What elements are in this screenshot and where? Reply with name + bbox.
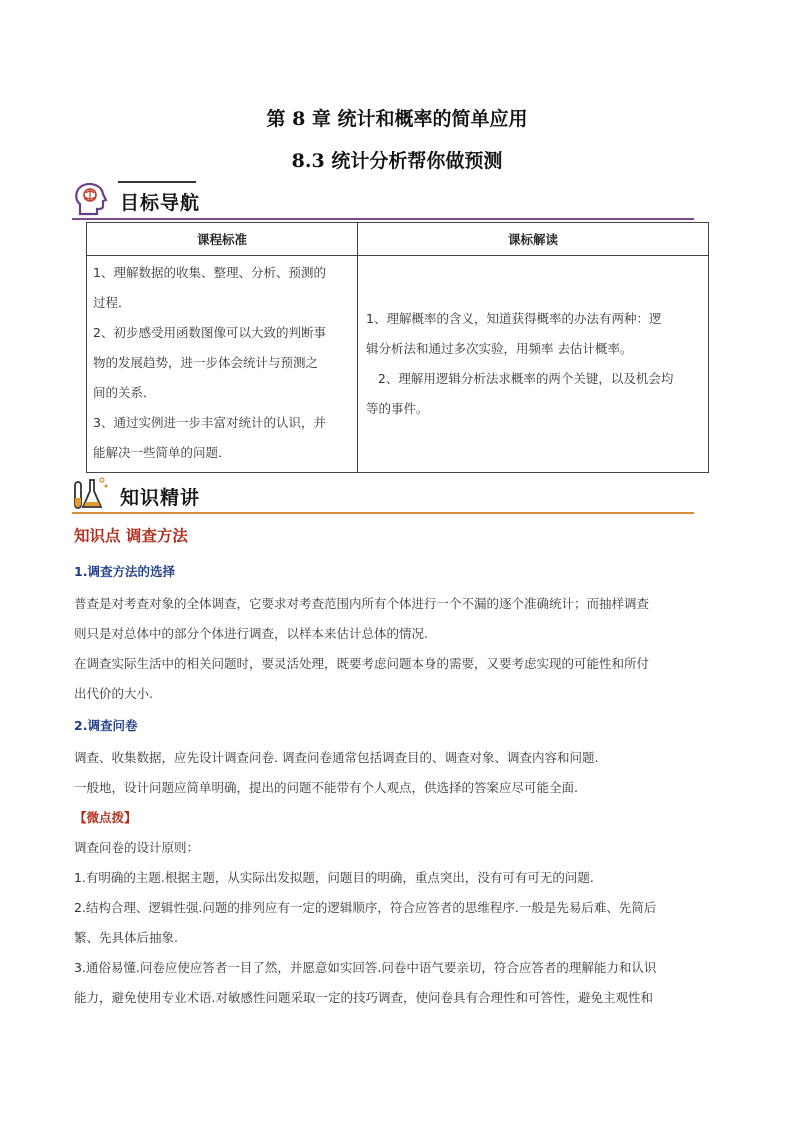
table-row [87, 256, 709, 473]
body-line: 在调查实际生活中的相关问题时，要灵活处理，既要考虑问题本身的需要，又要考虑实现的可能性和所付 [74, 656, 650, 671]
body-line: 则只是对总体中的部分个体进行调查，以样本来估计总体的情况. [74, 626, 428, 641]
cell-line: 间的关系． [93, 385, 156, 400]
body-line: 1.有明确的主题.根据主题，从实际出发拟题，问题目的明确，重点突出，没有可有可无的问题. [74, 870, 594, 885]
cell-line: 物的发展趋势，进一步体会统计与预测之 [93, 355, 319, 370]
body-line: 繁、先具体后抽象. [74, 930, 178, 945]
knowledge-body [74, 557, 726, 1013]
header-top-line [118, 181, 196, 183]
tip-label: 【微点拨】 [74, 810, 137, 825]
cell-line: 1、理解概率的含义，知道获得概率的办法有两种：逻 [366, 311, 662, 326]
cell-line: 辑分析法和通过多次实验，用频率 去估计概率。 [366, 341, 633, 356]
body-line: 一般地，设计问题应简单明确，提出的问题不能带有个人观点，供选择的答案应尽可能全面. [74, 780, 578, 795]
chapter-title: 第 8 章 统计和概率的简单应用 [266, 108, 528, 130]
subheading: 2.调查问卷 [74, 718, 138, 733]
subheading: 1.调查方法的选择 [74, 564, 175, 579]
body-line: 出代价的大小. [74, 686, 153, 701]
table-header-row [87, 223, 709, 256]
body-line: 2.结构合理、逻辑性强.问题的排列应有一定的逻辑顺序，符合应答者的思维程序.一般是先易后难、先简后 [74, 900, 657, 915]
body-line: 能力，避免使用专业术语.对敏感性问题采取一定的技巧调查，使问卷具有合理性和可答性，避免主观性和 [74, 990, 653, 1005]
cell-line: 2、初步感受用函数图像可以大致的判断事 [93, 325, 326, 340]
cell-line: 能解决一些简单的问题． [93, 445, 231, 460]
cell-line: 2、理解用逻辑分析法求概率的两个关键，以及机会均 [366, 371, 674, 386]
body-line: 3.通俗易懂.问卷应使应答者一目了然，并愿意如实回答.问卷中语气要亲切，符合应答者的理解能力和认识 [74, 960, 657, 975]
lab-flask-icon [72, 474, 110, 512]
cell-line: 过程． [93, 295, 131, 310]
body-line: 调查、收集数据，应先设计调查问卷. 调查问卷通常包括调查目的、调查对象、调查内容和问题. [74, 750, 599, 765]
table-header-cell: 课标解读 [358, 223, 709, 256]
cell-line: 1、理解数据的收集、整理、分析、预测的 [93, 265, 326, 280]
section-header-goals [72, 180, 694, 220]
section-header-knowledge [72, 474, 694, 514]
course-standard-cell [87, 256, 358, 473]
standards-table [86, 222, 709, 473]
section-title: 8.3 统计分析帮你做预测 [291, 150, 503, 172]
section-divider [72, 512, 694, 514]
cell-line: 等的事件。 [366, 401, 429, 416]
brain-head-icon [72, 180, 110, 218]
cell-line: 3、通过实例进一步丰富对统计的认识，并 [93, 415, 326, 430]
body-line: 调查问卷的设计原则： [74, 840, 200, 855]
section-label-knowledge: 知识精讲 [120, 487, 201, 509]
section-label-goals: 目标导航 [120, 192, 201, 214]
standard-interpretation-cell [358, 256, 709, 473]
section-divider [72, 218, 694, 220]
body-line: 普查是对考查对象的全体调查，它要求对考查范围内所有个体进行一个不漏的逐个准确统计；而抽样调查 [74, 596, 650, 611]
table-header-cell: 课程标准 [87, 223, 358, 256]
knowledge-point-title: 知识点 调查方法 [74, 527, 188, 545]
